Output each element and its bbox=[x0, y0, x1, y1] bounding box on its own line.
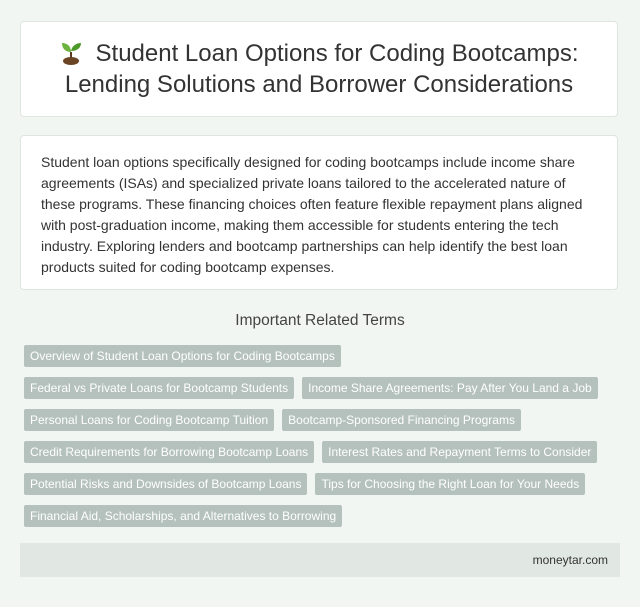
related-term-link[interactable]: Overview of Student Loan Options for Coding Bootcamps bbox=[24, 345, 341, 367]
related-term-link[interactable]: Income Share Agreements: Pay After You Land a Job bbox=[302, 377, 598, 399]
description-card bbox=[20, 135, 618, 290]
title-card bbox=[20, 21, 618, 117]
page-title-text: Student Loan Options for Coding Bootcamps: Lending Solutions and Borrower Considerations bbox=[64, 40, 579, 98]
related-term-link[interactable]: Interest Rates and Repayment Terms to Consider bbox=[322, 441, 597, 463]
related-terms-heading: Important Related Terms bbox=[235, 312, 405, 329]
description-text: Student loan options specifically designed for coding bootcamps include income share agreements (ISAs) and specialized private loans tailored to the accelerated nature of these programs. These financing choices often feature flexible repayment plans aligned with post-graduation income, making them accessible for students entering the tech industry. Exploring lenders and bootcamp partnerships can help identify the best loan products suited for coding bootcamp expenses. bbox=[41, 154, 583, 275]
page-title bbox=[21, 38, 617, 100]
seedling-icon bbox=[60, 39, 82, 65]
related-term-link[interactable]: Bootcamp-Sponsored Financing Programs bbox=[282, 409, 521, 431]
related-term-link[interactable]: Tips for Choosing the Right Loan for Your Needs bbox=[315, 473, 585, 495]
related-term-link[interactable]: Potential Risks and Downsides of Bootcamp Loans bbox=[24, 473, 307, 495]
footer bbox=[20, 543, 620, 577]
footer-site-name: moneytar.com bbox=[532, 553, 608, 567]
related-terms-list bbox=[24, 345, 616, 527]
related-term-link[interactable]: Financial Aid, Scholarships, and Alternatives to Borrowing bbox=[24, 505, 342, 527]
related-term-link[interactable]: Federal vs Private Loans for Bootcamp Students bbox=[24, 377, 294, 399]
related-term-link[interactable]: Personal Loans for Coding Bootcamp Tuition bbox=[24, 409, 274, 431]
related-term-link[interactable]: Credit Requirements for Borrowing Bootcamp Loans bbox=[24, 441, 314, 463]
